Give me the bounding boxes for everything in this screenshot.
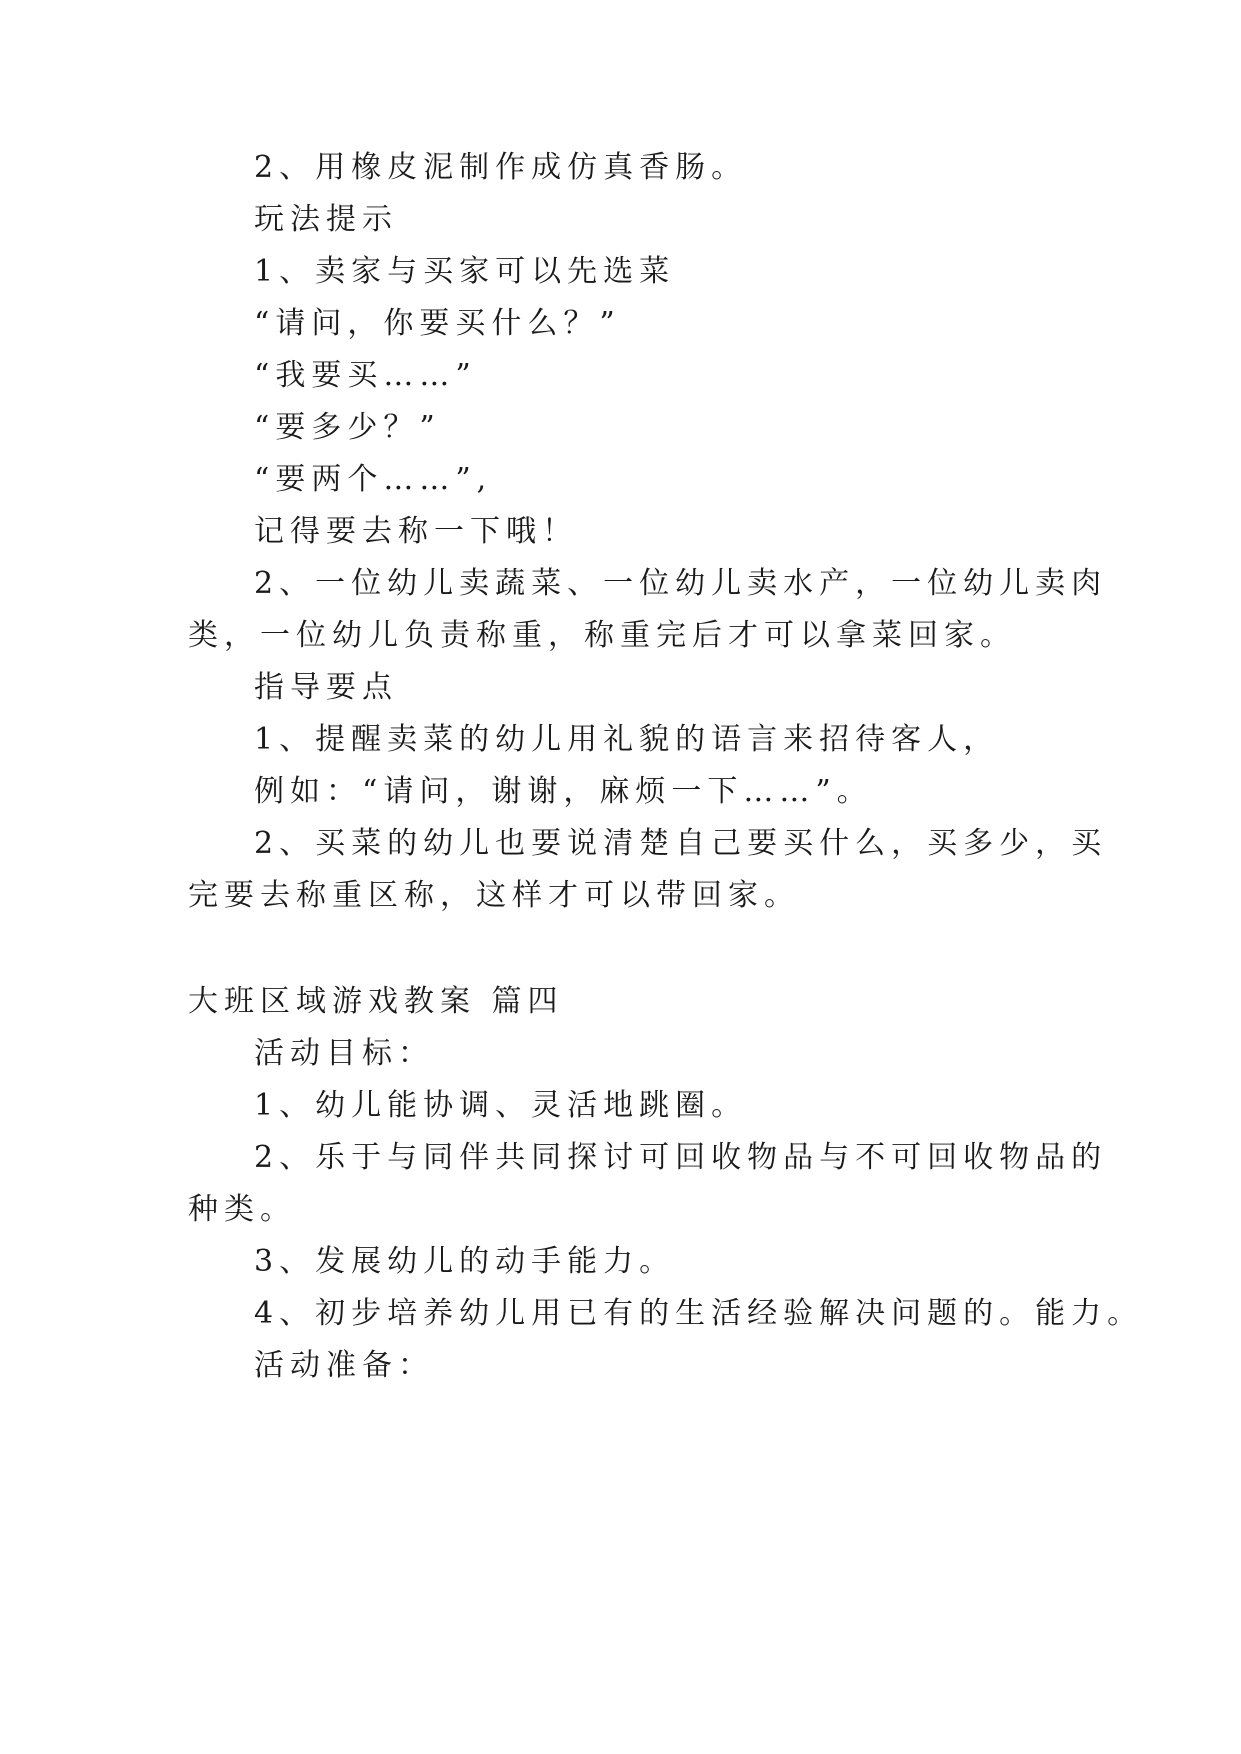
- chapter-title: 大班区域游戏教案 篇四: [188, 984, 564, 1019]
- section-heading: 活动准备：: [254, 1348, 434, 1383]
- dialogue-line: “要两个……”,: [254, 462, 493, 497]
- paragraph-line: 2、用橡皮泥制作成仿真香肠。: [254, 150, 748, 185]
- paragraph-line: 种类。: [188, 1192, 296, 1227]
- paragraph-line: 1、卖家与买家可以先选菜: [254, 254, 676, 289]
- paragraph-line: 2、买菜的幼儿也要说清楚自己要买什么，买多少，买: [254, 826, 1108, 861]
- paragraph-line: 1、幼儿能协调、灵活地跳圈。: [254, 1088, 748, 1123]
- section-heading: 玩法提示: [254, 202, 398, 237]
- paragraph-line: 类，一位幼儿负责称重，称重完后才可以拿菜回家。: [188, 618, 1016, 653]
- paragraph-line: 完要去称重区称，这样才可以带回家。: [188, 878, 800, 913]
- paragraph-line: 记得要去称一下哦！: [254, 514, 578, 549]
- paragraph-line: 3、发展幼儿的动手能力。: [254, 1244, 676, 1279]
- section-heading: 指导要点: [254, 670, 398, 705]
- paragraph-line: 2、一位幼儿卖蔬菜、一位幼儿卖水产，一位幼儿卖肉: [254, 566, 1108, 601]
- paragraph-line: 4、初步培养幼儿用已有的生活经验解决问题的。能力。: [254, 1296, 1144, 1331]
- section-heading: 活动目标：: [254, 1036, 434, 1071]
- dialogue-line: “我要买……”: [254, 358, 477, 393]
- paragraph-line: 1、提醒卖菜的幼儿用礼貌的语言来招待客人，: [254, 722, 1000, 757]
- paragraph-line: 例如：“请问，谢谢，麻烦一下……”。: [254, 774, 873, 809]
- dialogue-line: “要多少？”: [254, 410, 441, 445]
- dialogue-line: “请问，你要买什么？”: [254, 306, 621, 341]
- paragraph-line: 2、乐于与同伴共同探讨可回收物品与不可回收物品的: [254, 1140, 1108, 1175]
